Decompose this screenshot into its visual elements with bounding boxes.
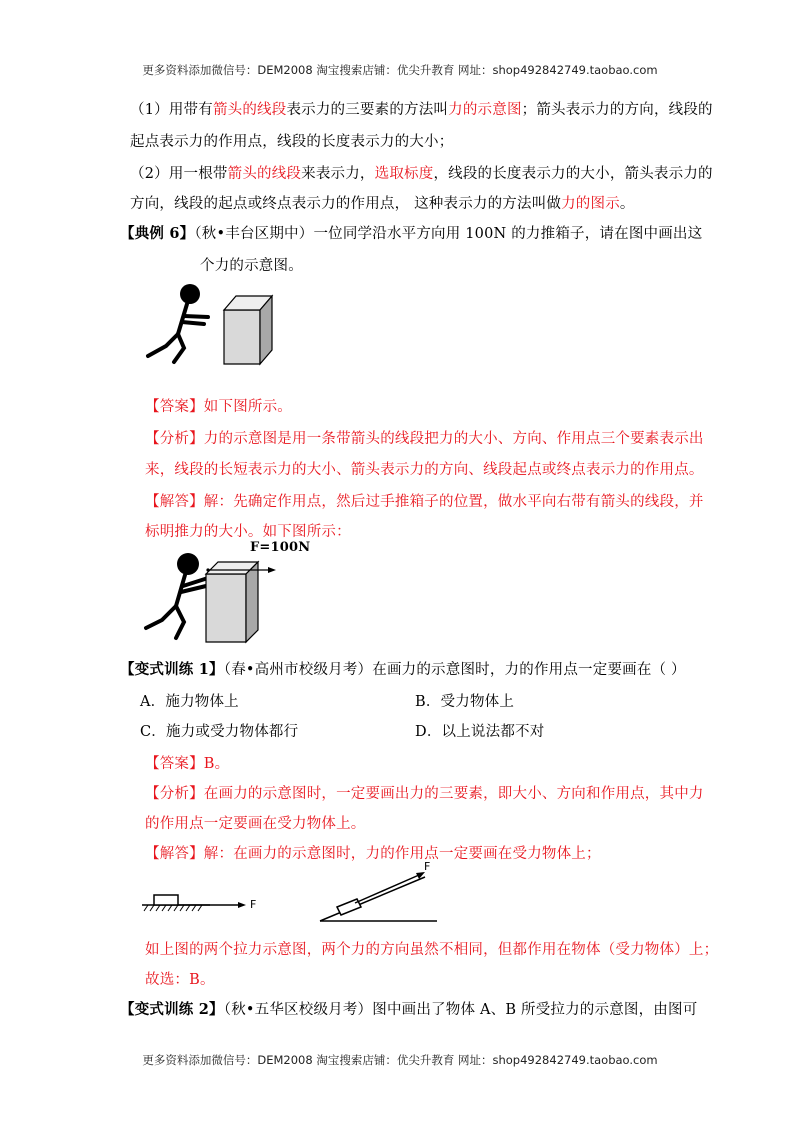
body-shape bbox=[178, 304, 187, 334]
block-shape bbox=[154, 895, 178, 905]
arm-shape bbox=[182, 322, 204, 324]
question-text: （秋•丰台区期中）一位同学沿水平方向用 100N 的力推箱子，请在图中画出这 bbox=[194, 226, 703, 242]
text-run: 来表示力， bbox=[301, 166, 375, 182]
incline-line bbox=[320, 877, 425, 921]
highlight-run: 选取标度 bbox=[374, 166, 434, 182]
example6-analysis-line2: 来，线段的长短表示力的大小、箭头表示力的方向、线段起点或终点表示力的作用点。 bbox=[145, 462, 704, 478]
leg-shape bbox=[148, 334, 178, 356]
variant1-solution: 【解答】解：在画力的示意图时，力的作用点一定要画在受力物体上； bbox=[145, 846, 601, 862]
highlight-run: 力的示意图 bbox=[448, 102, 522, 118]
option-c: C．施力或受力物体都行 bbox=[140, 724, 299, 740]
figure-stickman-push-box bbox=[140, 282, 280, 372]
force-label: F=100N bbox=[250, 540, 311, 555]
highlight-run: 力的图示 bbox=[561, 196, 620, 212]
intro-paragraph-2-line2 bbox=[130, 192, 635, 213]
example-tag: 【典例 6】 bbox=[120, 225, 195, 242]
text-run: ；箭头表示力的方向，线段的 bbox=[521, 102, 713, 118]
pull-arrow-line bbox=[355, 875, 419, 903]
box-side bbox=[246, 562, 258, 642]
text-run: （2）用一根带 bbox=[130, 166, 228, 182]
text-run: ，线段的长度表示力的大小，箭头表示力的 bbox=[433, 166, 713, 182]
variant1-analysis: 【分析】在画力的示意图时，一定要画出力的三要素，即大小、方向和作用点，其中力 bbox=[145, 786, 704, 802]
arm-shape bbox=[184, 316, 208, 317]
force-arrow-head bbox=[268, 567, 276, 573]
option-d: D．以上说法都不对 bbox=[415, 724, 545, 740]
question-text: （春•高州市校级月考）在画力的示意图时，力的作用点一定要画在（ ） bbox=[223, 662, 686, 678]
variant-tag: 【变式训练 1】 bbox=[120, 661, 224, 678]
figure-incline-pull bbox=[315, 865, 445, 925]
highlight-run: 箭头的线段 bbox=[227, 166, 302, 182]
ground-hatch bbox=[144, 905, 202, 911]
example6-solution: 【解答】解：先确定作用点，然后过手推箱子的位置，做水平向右带有箭头的线段，并 bbox=[145, 494, 704, 510]
question-text: （秋•五华区校级月考）图中画出了物体 A、B 所受拉力的示意图，由图可 bbox=[223, 1002, 698, 1018]
figure-horizontal-pull bbox=[140, 885, 260, 915]
example6-question-line2: 个力的示意图。 bbox=[200, 258, 303, 274]
variant2-question bbox=[120, 998, 697, 1019]
highlight-run: 箭头的线段 bbox=[212, 102, 287, 118]
example6-answer: 【答案】如下图所示。 bbox=[145, 399, 292, 415]
fig-label-f: F bbox=[250, 898, 257, 911]
text-run: 表示力的三要素的方法叫 bbox=[286, 102, 449, 118]
example6-question bbox=[120, 222, 702, 243]
head-shape bbox=[180, 284, 200, 304]
leg-shape bbox=[146, 606, 176, 628]
leg-shape bbox=[176, 606, 184, 638]
option-a: A．施力物体上 bbox=[140, 694, 239, 710]
figure-stickman-force-arrow bbox=[140, 540, 300, 650]
force-point bbox=[206, 568, 209, 571]
fig-label-f: F bbox=[424, 860, 431, 873]
page-footer: 更多资料添加微信号：DEM2008 淘宝搜索店铺：优尖升教育 网址：shop492842749.taobao.com bbox=[142, 1053, 658, 1067]
pull-arrow-head bbox=[238, 902, 246, 908]
variant1-answer: 【答案】B。 bbox=[145, 756, 230, 772]
option-b: B．受力物体上 bbox=[415, 694, 515, 710]
variant1-solution-line2: 如上图的两个拉力示意图，两个力的方向虽然不相同，但都作用在物体（受力物体）上； bbox=[145, 942, 719, 958]
page-header: 更多资料添加微信号：DEM2008 淘宝搜索店铺：优尖升教育 网址：shop492842749.taobao.com bbox=[142, 63, 658, 77]
box-front bbox=[206, 574, 246, 642]
text-run: （1）用带有 bbox=[130, 102, 213, 118]
example6-analysis: 【分析】力的示意图是用一条带箭头的线段把力的大小、方向、作用点三个要素表示出 bbox=[145, 431, 704, 447]
intro-paragraph-1 bbox=[130, 98, 713, 119]
head-shape bbox=[177, 553, 199, 575]
example6-solution-line2: 标明推力的大小。如下图所示： bbox=[145, 524, 351, 540]
text-run: 方向，线段的起点或终点表示力的作用点， 这种表示力的方法叫做 bbox=[130, 196, 562, 212]
box-front bbox=[224, 310, 260, 364]
text-run: 。 bbox=[619, 196, 635, 212]
variant1-question bbox=[120, 658, 686, 679]
variant-tag: 【变式训练 2】 bbox=[120, 1001, 224, 1018]
intro-paragraph-2 bbox=[130, 162, 713, 183]
intro-paragraph-1-line2: 起点表示力的作用点，线段的长度表示力的大小； bbox=[130, 134, 454, 150]
variant1-solution-line3: 故选：B。 bbox=[145, 972, 215, 988]
variant1-analysis-line2: 的作用点一定要画在受力物体上。 bbox=[145, 816, 366, 832]
